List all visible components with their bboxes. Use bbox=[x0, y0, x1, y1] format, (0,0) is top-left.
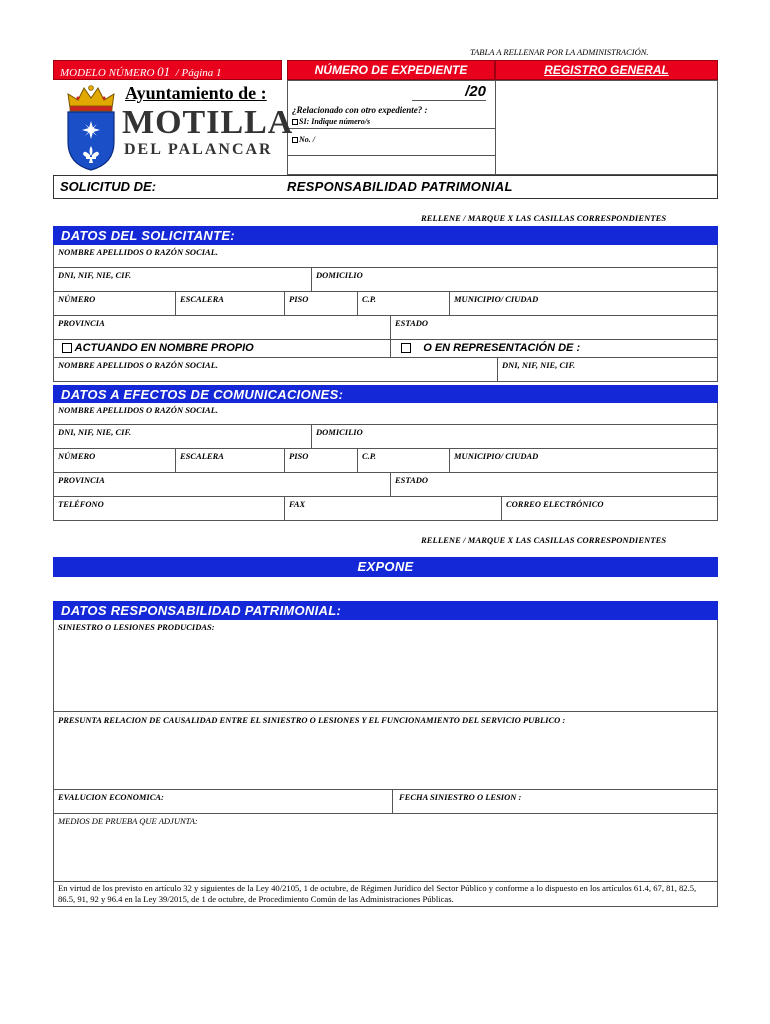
relacionado-label: ¿Relacionado con otro expediente? : bbox=[292, 105, 428, 115]
registro-bar: REGISTRO GENERAL bbox=[495, 60, 718, 80]
com-cp-field[interactable] bbox=[358, 449, 450, 472]
modelo-bar bbox=[53, 60, 282, 80]
com-domicilio-label: DOMICILIO bbox=[316, 427, 363, 437]
com-fax-field[interactable] bbox=[285, 497, 502, 520]
divider bbox=[288, 128, 496, 129]
com-municipio-label: MUNICIPIO/ CIUDAD bbox=[454, 451, 539, 461]
sol-domicilio-field[interactable] bbox=[312, 268, 717, 291]
com-cp-label: C.P. bbox=[362, 451, 377, 461]
representacion-option[interactable] bbox=[391, 340, 717, 357]
com-row-dni bbox=[53, 425, 718, 449]
sol-cp-field[interactable] bbox=[358, 292, 450, 315]
rep-nombre-field[interactable] bbox=[54, 358, 498, 381]
pagina: / Página 1 bbox=[175, 67, 222, 79]
sol-cp-label: C.P. bbox=[362, 294, 377, 304]
legal-text: En virtud de los previsto en artículo 32 y siguientes de la Ley 40/2105, 1 de octubre, de Régimen Jurídico del Sector Público y conforme a lo dispuesto en los artículos 61.4, 67, 81, 82.5, 86.5, 91, 92 y 96.4 en la Ley 39/2015, de 1 de octubre, de Procedimiento Común de las Administraciones Públicas. bbox=[58, 883, 697, 904]
sol-dni-label: DNI, NIF, NIE, CIF. bbox=[58, 270, 132, 280]
sol-row-representacion bbox=[53, 340, 718, 358]
com-telefono-field[interactable] bbox=[54, 497, 285, 520]
propio-option[interactable] bbox=[54, 340, 391, 357]
sol-row-dni bbox=[53, 268, 718, 292]
sol-domicilio-label: DOMICILIO bbox=[316, 270, 363, 280]
sol-nombre-field[interactable] bbox=[53, 245, 718, 268]
eval-row bbox=[53, 790, 718, 814]
representacion-checkbox[interactable] bbox=[401, 343, 411, 353]
com-row-numero bbox=[53, 449, 718, 473]
solicitante-title: DATOS DEL SOLICITANTE: bbox=[53, 226, 718, 245]
sol-municipio-label: MUNICIPIO/ CIUDAD bbox=[454, 294, 539, 304]
relacion-label: PRESUNTA RELACION DE CAUSALIDAD ENTRE EL SINIESTRO O LESIONES Y EL FUNCIONAMIENTO DEL SERVICIO PUBLICO : bbox=[58, 715, 566, 725]
sol-escalera-field[interactable] bbox=[176, 292, 285, 315]
fecha-label: FECHA SINIESTRO O LESION : bbox=[399, 792, 522, 802]
sol-piso-label: PISO bbox=[289, 294, 309, 304]
propio-checkbox[interactable] bbox=[62, 343, 72, 353]
responsabilidad-title: DATOS RESPONSABILIDAD PATRIMONIAL: bbox=[53, 601, 718, 620]
com-municipio-field[interactable] bbox=[450, 449, 717, 472]
comunicaciones-title: DATOS A EFECTOS DE COMUNICACIONES: bbox=[53, 385, 718, 403]
com-row-telefono bbox=[53, 497, 718, 521]
propio-label: ACTUANDO EN NOMBRE PROPIO bbox=[74, 342, 254, 354]
relacion-field[interactable] bbox=[53, 712, 718, 790]
si-label: SI: Indique número/s bbox=[299, 117, 371, 126]
motilla-label: MOTILLA bbox=[122, 104, 294, 141]
com-dni-field[interactable] bbox=[54, 425, 312, 448]
solicitud-value: RESPONSABILIDAD PATRIMONIAL bbox=[287, 179, 513, 194]
sol-provincia-label: PROVINCIA bbox=[58, 318, 105, 328]
representacion-label: O EN REPRESENTACIÓN DE : bbox=[423, 342, 581, 354]
sol-dni-field[interactable] bbox=[54, 268, 312, 291]
evaluacion-label: EVALUCION ECONOMICA: bbox=[58, 792, 164, 802]
sol-row-numero bbox=[53, 292, 718, 316]
com-escalera-field[interactable] bbox=[176, 449, 285, 472]
instruction-text-2: RELLENE / MARQUE X LAS CASILLAS CORRESPONDIENTES bbox=[421, 535, 667, 545]
no-option[interactable] bbox=[292, 135, 315, 144]
divider bbox=[288, 155, 496, 156]
com-estado-label: ESTADO bbox=[395, 475, 429, 485]
expone-bar: EXPONE bbox=[53, 557, 718, 577]
com-telefono-label: TELÉFONO bbox=[58, 499, 104, 509]
solicitud-label: SOLICITUD DE: bbox=[60, 179, 157, 194]
com-provincia-label: PROVINCIA bbox=[58, 475, 105, 485]
com-numero-field[interactable] bbox=[54, 449, 176, 472]
no-label: No. / bbox=[299, 135, 315, 144]
medios-field[interactable] bbox=[53, 814, 718, 882]
com-row-provincia bbox=[53, 473, 718, 497]
sol-municipio-field[interactable] bbox=[450, 292, 717, 315]
expediente-box bbox=[287, 80, 495, 175]
modelo-num: 01 bbox=[157, 64, 171, 79]
rep-dni-label: DNI, NIF, NIE, CIF. bbox=[502, 360, 576, 370]
com-nombre-label: NOMBRE APELLIDOS O RAZÓN SOCIAL. bbox=[58, 405, 219, 415]
registro-box[interactable] bbox=[495, 80, 718, 175]
com-correo-label: CORREO ELECTRÓNICO bbox=[506, 499, 604, 509]
com-correo-field[interactable] bbox=[502, 497, 717, 520]
sol-estado-field[interactable] bbox=[391, 316, 717, 339]
com-estado-field[interactable] bbox=[391, 473, 717, 496]
com-dni-label: DNI, NIF, NIE, CIF. bbox=[58, 427, 132, 437]
com-piso-label: PISO bbox=[289, 451, 309, 461]
sol-escalera-label: ESCALERA bbox=[180, 294, 224, 304]
sol-provincia-field[interactable] bbox=[54, 316, 391, 339]
sol-numero-field[interactable] bbox=[54, 292, 176, 315]
siniestro-field[interactable] bbox=[53, 620, 718, 712]
com-piso-field[interactable] bbox=[285, 449, 358, 472]
modelo-prefix: MODELO NÚMERO bbox=[60, 67, 155, 79]
com-fax-label: FAX bbox=[289, 499, 306, 509]
fecha-field[interactable] bbox=[393, 790, 717, 813]
solicitud-bar bbox=[53, 175, 718, 199]
palancar-label: DEL PALANCAR bbox=[124, 141, 273, 158]
medios-label: MEDIOS DE PRUEBA QUE ADJUNTA: bbox=[58, 816, 198, 826]
ayuntamiento-label: Ayuntamiento de : bbox=[125, 83, 267, 103]
com-domicilio-field[interactable] bbox=[312, 425, 717, 448]
siniestro-label: SINIESTRO O LESIONES PRODUCIDAS: bbox=[58, 622, 215, 632]
coat-of-arms-icon bbox=[60, 84, 122, 172]
com-numero-label: NÚMERO bbox=[58, 451, 96, 461]
com-provincia-field[interactable] bbox=[54, 473, 391, 496]
com-nombre-field[interactable] bbox=[53, 403, 718, 425]
sol-estado-label: ESTADO bbox=[395, 318, 429, 328]
instruction-text: RELLENE / MARQUE X LAS CASILLAS CORRESPONDIENTES bbox=[421, 213, 667, 223]
admin-note: TABLA A RELLENAR POR LA ADMINISTRACIÓN. bbox=[470, 47, 649, 57]
com-escalera-label: ESCALERA bbox=[180, 451, 224, 461]
sol-row-provincia bbox=[53, 316, 718, 340]
sol-nombre-label: NOMBRE APELLIDOS O RAZÓN SOCIAL. bbox=[58, 247, 219, 257]
rep-dni-field[interactable] bbox=[498, 358, 717, 381]
sol-numero-label: NÚMERO bbox=[58, 294, 96, 304]
legal-box bbox=[53, 882, 718, 907]
expediente-bar: NÚMERO DE EXPEDIENTE bbox=[287, 60, 495, 80]
rep-nombre-label: NOMBRE APELLIDOS O RAZÓN SOCIAL. bbox=[58, 360, 219, 370]
sol-row-rep bbox=[53, 358, 718, 382]
expediente-number-field[interactable]: /20 bbox=[412, 83, 486, 101]
sol-piso-field[interactable] bbox=[285, 292, 358, 315]
si-option[interactable] bbox=[292, 117, 370, 126]
evaluacion-field[interactable] bbox=[54, 790, 393, 813]
